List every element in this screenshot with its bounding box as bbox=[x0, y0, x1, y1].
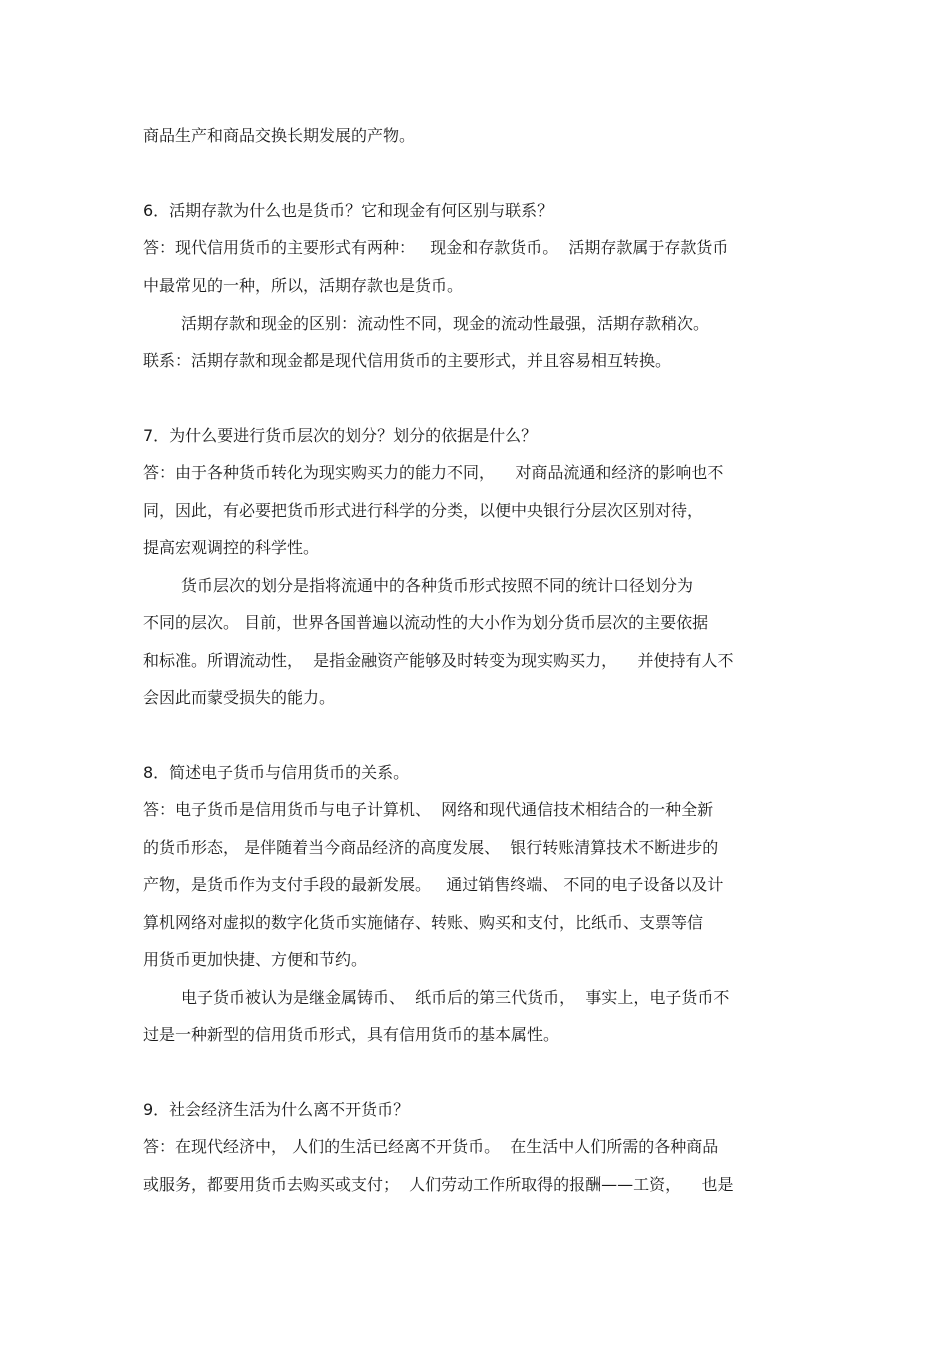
text-line: 用货币更加快捷、方便和节约。 bbox=[143, 950, 368, 969]
text-line: 答：电子货币是信用货币与电子计算机、 网络和现代通信技术相结合的一种全新 bbox=[143, 800, 714, 819]
text-line: 会因此而蒙受损失的能力。 bbox=[143, 688, 336, 707]
question-heading: 8．简述电子货币与信用货币的关系。 bbox=[143, 763, 410, 782]
text-line: 和标准。所谓流动性， 是指金融资产能够及时转变为现实购买力， 并使持有人不 bbox=[143, 651, 734, 670]
text-line: 货币层次的划分是指将流通中的各种货币形式按照不同的统计口径划分为 bbox=[181, 576, 694, 595]
text-line: 的货币形态， 是伴随着当今商品经济的高度发展、 银行转账清算技术不断进步的 bbox=[143, 838, 719, 857]
text-line: 过是一种新型的信用货币形式，具有信用货币的基本属性。 bbox=[143, 1025, 560, 1044]
text-line: 同，因此，有必要把货币形式进行科学的分类，以便中央银行分层次区别对待， bbox=[143, 501, 704, 520]
question-heading: 9．社会经济生活为什么离不开货币？ bbox=[143, 1100, 410, 1119]
text-line: 算机网络对虚拟的数字化货币实施储存、转账、购买和支付，比纸币、支票等信 bbox=[143, 913, 704, 932]
text-line: 答：现代信用货币的主要形式有两种： 现金和存款货币。 活期存款属于存款货币 bbox=[143, 238, 729, 257]
text-line: 中最常见的一种，所以，活期存款也是货币。 bbox=[143, 276, 464, 295]
text-line: 活期存款和现金的区别：流动性不同，现金的流动性最强，活期存款稍次。 bbox=[181, 314, 710, 333]
text-line: 商品生产和商品交换长期发展的产物。 bbox=[143, 126, 416, 145]
text-line: 电子货币被认为是继金属铸币、 纸币后的第三代货币， 事实上，电子货币不 bbox=[181, 988, 730, 1007]
text-line: 答：在现代经济中， 人们的生活已经离不开货币。 在生活中人们所需的各种商品 bbox=[143, 1137, 719, 1156]
question-heading: 7．为什么要进行货币层次的划分？划分的依据是什么？ bbox=[143, 426, 538, 445]
text-line: 不同的层次。 目前，世界各国普遍以流动性的大小作为划分货币层次的主要依据 bbox=[143, 613, 709, 632]
text-line: 或服务，都要用货币去购买或支付； 人们劳动工作所取得的报酬——工资， 也是 bbox=[143, 1175, 734, 1194]
text-line: 联系：活期存款和现金都是现代信用货币的主要形式，并且容易相互转换。 bbox=[143, 351, 672, 370]
text-line: 产物，是货币作为支付手段的最新发展。 通过销售终端、 不同的电子设备以及计 bbox=[143, 875, 724, 894]
text-line: 答：由于各种货币转化为现实购买力的能力不同， 对商品流通和经济的影响也不 bbox=[143, 463, 724, 482]
question-heading: 6．活期存款为什么也是货币？它和现金有何区别与联系？ bbox=[143, 201, 554, 220]
text-line: 提高宏观调控的科学性。 bbox=[143, 538, 320, 557]
